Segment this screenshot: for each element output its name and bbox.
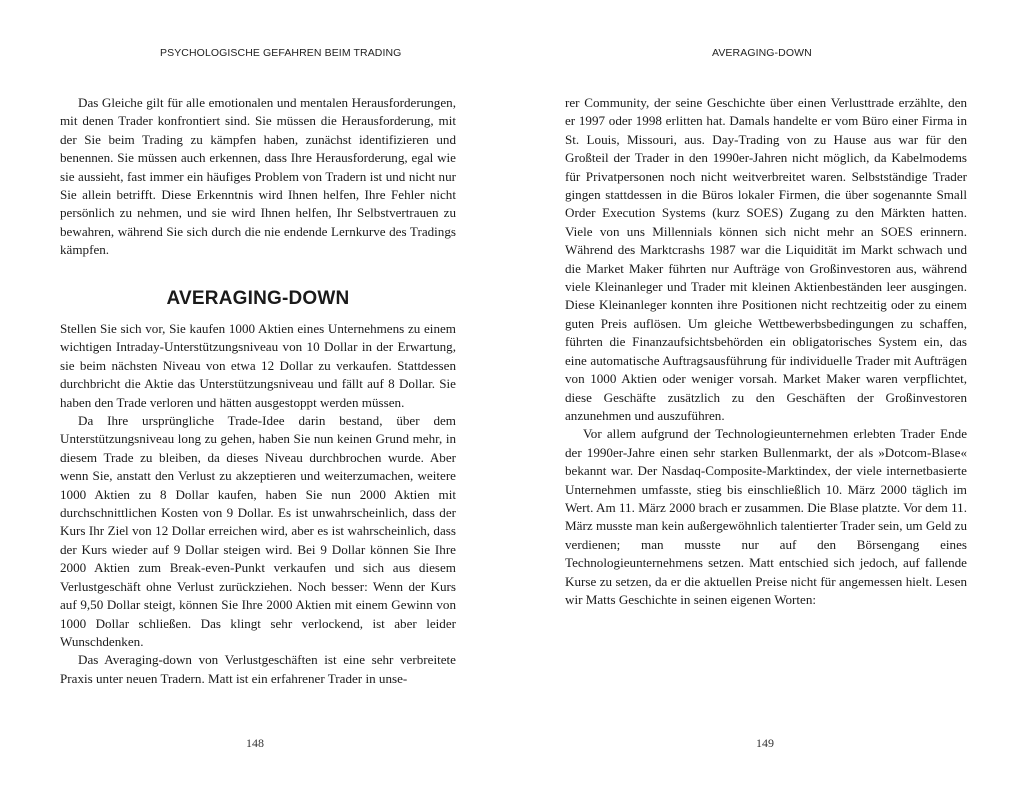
left-page-number: 148: [246, 736, 264, 750]
right-paragraph-1: rer Community, der seine Geschichte über einen Verlusttrade erzählte, den er 1997 oder 1998 erlitten hat. Damals handelte er vom Büro einer Firma in St. Louis, Missouri, aus. Day-Trading von zu Hause aus war für den Großteil der Trader in den 1990er-Jahren nicht möglich, da Kabelmodems für Privatpersonen noch nicht weitverbreitet waren. Selbstständige Trader gingen stattdessen in die Büros lokaler Firmen, die über sogenannte Small Order Execution Systems (kurz SOES) Zugang zu den Märkten hatten. Viele von uns Millennials können sich nicht mehr an SOES erinnern. Während des Marktcrashs 1987 war die Liquidität im Markt schwach und die Market Maker führten nur Aufträge von Großinvestoren aus, während viele Kleinanleger und Trader mit kleinen Aktienbeständen leer ausgingen. Diese Kleinanleger konnten ihre Positionen nicht rechtzeitig oder zu einem guten Preis auflösen. Um gleiche Wettbewerbsbedingungen zu schaffen, führten die Finanzaufsichtsbehörden ein obligatorisches System ein, das eine automatische Auftragsausführung für individuelle Trader mit Aufträgen von 1000 Aktien oder weniger vorsah. Market Maker waren verpflichtet, diese Geschäfte zusätzlich zu den Geschäften der Großinvestoren anzunehmen und auszuführen.: [565, 95, 967, 423]
left-section-text: [60, 320, 456, 688]
right-page-number: 149: [756, 736, 774, 750]
left-section-paragraph-2: Da Ihre ursprüngliche Trade-Idee darin bestand, über dem Unterstützungsniveau long zu gehen, haben Sie nun keinen Grund mehr, in diesem Trade zu bleiben, da dieses Niveau durchbrochen wurde. Aber wenn Sie, anstatt den Verlust zu akzeptieren und weiterzumachen, weitere 1000 Aktien zu 8 Dollar kaufen, haben Sie nun 2000 Aktien mit durchschnittlichen Kosten von 9 Dollar. Es ist unwahrscheinlich, dass der Kurs Ihr Ziel von 12 Dollar erreichen wird, aber es ist wahrscheinlich, dass der Kurs wieder auf 9 Dollar steigen wird. Bei 9 Dollar können Sie Ihre 2000 Aktien zum Break-even-Punkt verkaufen und sich aus diesem Verlustgeschäft ohne Verlust zurückziehen. Noch besser: Wenn der Kurs auf 9,50 Dollar steigt, können Sie Ihre 2000 Aktien mit einem Gewinn von 1000 Dollar schließen. Das klingt sehr verlockend, ist aber leider Wunschdenken.: [60, 413, 456, 649]
right-text: [565, 94, 967, 609]
right-paragraph-2: Vor allem aufgrund der Technologieunternehmen erlebten Trader Ende der 1990er-Jahre einen sehr starken Bullenmarkt, der als »Dotcom-Blase« bekannt war. Der Nasdaq-Composite-Marktindex, der viele internetbasierte Unternehmen umfasste, stieg bis einschließlich 10. März 2000 täglich im Wert. Am 11. März 2000 brach er zusammen. Die Blase platzte. Vor dem 11. März musste man kein außergewöhnlich talentierter Trader sein, um Geld zu verdienen; man musste nur auf den Börsengang eines Technologieunternehmens setzen. Matt entschied sich jedoch, auf fallende Kurse zu setzen, da er die aktuellen Preise nicht für angemessen hielt. Lesen wir Matts Geschichte in seinen eigenen Worten:: [565, 426, 967, 607]
right-running-head: AVERAGING-DOWN: [712, 47, 812, 59]
left-intro-paragraph: Das Gleiche gilt für alle emotionalen und mentalen Herausforderungen, mit denen Trader konfrontiert sind. Sie müssen die Herausforderung, mit der Sie beim Trading zu kämpfen haben, zunächst identifizieren und benennen. Sie müssen auch erkennen, dass Ihre Herausforderung, egal wie sie aussieht, fast immer ein häufiges Problem von Tradern ist und nicht nur Sie allein betrifft. Diese Erkenntnis wird Ihnen helfen, Ihre Fehler nicht persönlich zu nehmen, und sie wird Ihnen helfen, Ihr Selbstvertrauen zu bewahren, während Sie sich durch die nie endende Lernkurve des Tradings kämpfen.: [60, 95, 456, 258]
left-section-paragraph-1: Stellen Sie sich vor, Sie kaufen 1000 Aktien eines Unternehmens zu einem wichtigen Intraday-Unterstützungsniveau von 10 Dollar in der Erwartung, sie beim nächsten Niveau von etwa 12 Dollar zu verkaufen. Stattdessen durchbricht die Aktie das Unterstützungsniveau und fällt auf 8 Dollar. Sie haben den Trade verloren und hätten ausgestoppt werden müssen.: [60, 321, 456, 410]
section-heading: AVERAGING-DOWN: [166, 288, 350, 309]
left-intro-text: [60, 94, 456, 260]
right-page: [510, 0, 1020, 793]
left-section-paragraph-3: Das Averaging-down von Verlustgeschäften ist eine sehr verbreitete Praxis unter neuen Tradern. Matt ist ein erfahrener Trader in unse-: [60, 652, 456, 686]
left-running-head: PSYCHOLOGISCHE GEFAHREN BEIM TRADING: [160, 47, 402, 59]
